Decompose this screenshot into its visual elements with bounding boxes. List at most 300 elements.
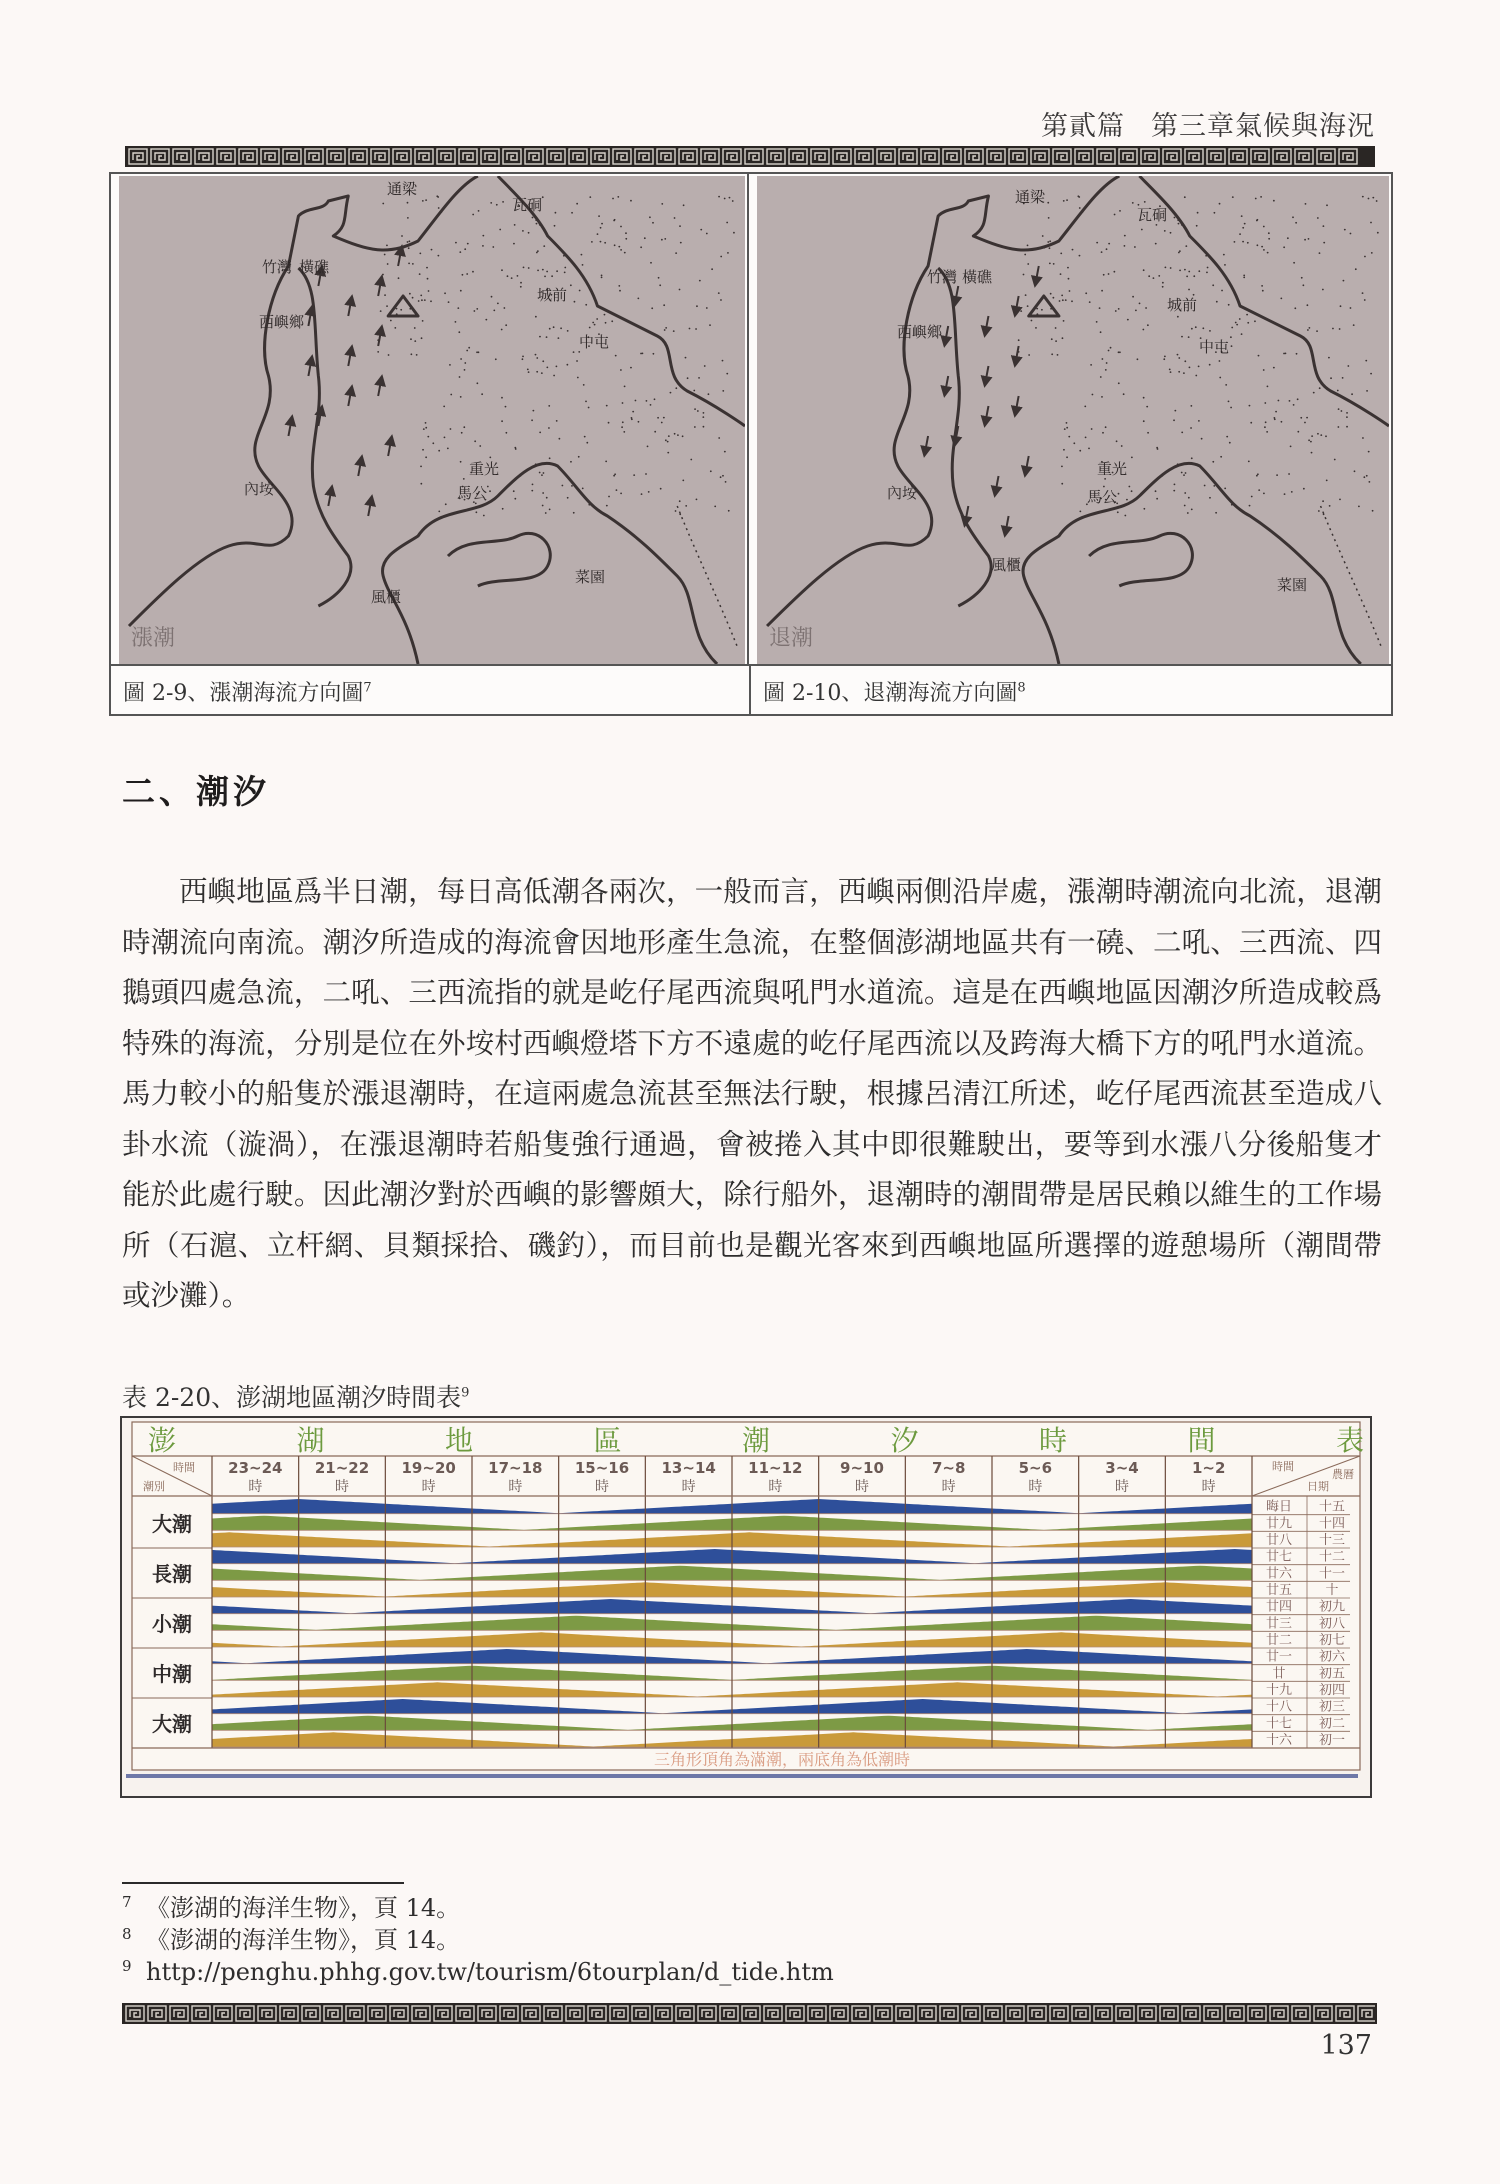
stipple-dot — [545, 512, 547, 514]
stipple-dot — [1190, 405, 1192, 407]
stipple-dot — [625, 238, 627, 240]
stipple-dot — [1340, 305, 1342, 307]
current-arrow — [288, 420, 291, 436]
stipple-dot — [1050, 293, 1052, 295]
stipple-dot — [583, 384, 585, 386]
stipple-dot — [387, 263, 389, 265]
caption-text: 圖 2-10、退潮海流方向圖 — [763, 681, 1018, 706]
stipple-dot — [1057, 354, 1059, 356]
stipple-dot — [1215, 512, 1217, 514]
stipple-dot — [1139, 303, 1141, 305]
footnote-text: 《澎湖的海洋生物》，頁 14。 — [146, 1926, 461, 1954]
stipple-dot — [539, 224, 541, 226]
stipple-dot — [1376, 200, 1378, 202]
stipple-dot — [1256, 475, 1258, 477]
time-column-unit: 時 — [681, 1479, 696, 1495]
stipple-dot — [1229, 442, 1231, 444]
stipple-dot — [700, 229, 702, 231]
current-arrow — [985, 366, 988, 382]
lunar-date-early: 十一 — [1318, 1566, 1346, 1582]
stipple-dot — [505, 406, 507, 408]
stipple-dot — [1073, 442, 1075, 444]
stipple-dot — [637, 298, 639, 300]
stipple-dot — [1209, 364, 1211, 366]
stipple-dot — [541, 474, 543, 476]
stipple-dot — [615, 355, 617, 357]
stipple-dot — [425, 422, 427, 424]
stipple-dot — [1297, 431, 1299, 433]
stipple-dot — [613, 475, 615, 477]
stipple-dot — [1317, 217, 1319, 219]
stipple-dot — [1027, 305, 1029, 307]
stipple-dot — [1260, 196, 1262, 198]
stipple-dot — [1067, 267, 1069, 269]
stipple-dot — [1264, 402, 1266, 404]
stipple-dot — [1263, 493, 1265, 495]
cell-divider — [749, 666, 751, 714]
stipple-dot — [410, 353, 412, 355]
stipple-dot — [616, 489, 618, 491]
stipple-dot — [1332, 328, 1334, 330]
stipple-dot — [1371, 252, 1373, 254]
stipple-dot — [665, 327, 667, 329]
body-text — [122, 867, 1382, 1322]
stipple-dot — [1293, 262, 1295, 264]
stipple-dot — [492, 246, 494, 248]
stipple-dot — [1049, 240, 1051, 242]
stipple-dot — [520, 286, 522, 288]
stipple-dot — [1342, 377, 1344, 379]
stipple-dot — [699, 280, 701, 282]
tide-type-label: 大潮 — [152, 1512, 192, 1536]
time-column-unit: 時 — [421, 1479, 436, 1495]
stipple-dot — [414, 327, 416, 329]
stipple-dot — [459, 376, 461, 378]
stipple-dot — [522, 358, 524, 360]
greek-key-border-top — [125, 146, 1375, 167]
lunar-date-late: 廿五 — [1265, 1583, 1293, 1598]
stipple-dot — [673, 330, 675, 332]
stipple-dot — [468, 347, 470, 349]
footnote-link[interactable]: http://penghu.phhg.gov.tw/tourism/6tourplan/d_tide.htm — [146, 1958, 834, 1986]
stipple-dot — [437, 255, 439, 257]
current-arrow — [1016, 396, 1019, 412]
stipple-dot — [1170, 371, 1172, 373]
footnote-number: 7 — [122, 1893, 132, 1911]
stipple-dot — [407, 217, 409, 219]
stipple-dot — [1239, 318, 1241, 320]
time-column-header: 9~10 — [840, 1459, 884, 1477]
stipple-dot — [464, 362, 466, 364]
stipple-dot — [1291, 491, 1293, 493]
stipple-dot — [419, 273, 421, 275]
stipple-dot — [1242, 227, 1244, 229]
stipple-dot — [733, 232, 735, 234]
stipple-dot — [472, 271, 474, 273]
footnote-ref[interactable]: 7 — [363, 680, 372, 696]
stipple-dot — [674, 217, 676, 219]
stipple-dot — [694, 426, 696, 428]
coastline-rock — [388, 296, 418, 316]
stipple-dot — [1116, 440, 1118, 442]
stipple-dot — [1096, 321, 1098, 323]
stipple-dot — [1053, 263, 1055, 265]
stipple-dot — [1059, 300, 1061, 302]
stipple-dot — [1196, 225, 1198, 227]
stipple-dot — [1293, 404, 1295, 406]
stipple-dot — [1186, 276, 1188, 278]
table-title-char: 時 — [1038, 1424, 1068, 1457]
place-label: 風櫃 — [991, 556, 1022, 574]
lunar-date-early: 初九 — [1318, 1599, 1346, 1615]
stipple-dot — [1328, 357, 1330, 359]
stipple-dot — [1106, 248, 1108, 250]
coastline-islet — [1089, 533, 1192, 586]
time-column-unit: 時 — [335, 1479, 349, 1495]
stipple-dot — [675, 252, 677, 254]
footnote-number: 9 — [122, 1957, 132, 1975]
stipple-dot — [560, 327, 562, 329]
time-column-header: 3~4 — [1105, 1459, 1139, 1477]
tide-type-label: 長潮 — [152, 1562, 192, 1586]
stipple-dot — [1322, 225, 1324, 227]
footnote-ref[interactable]: 8 — [1017, 680, 1026, 696]
stipple-dot — [1334, 459, 1336, 461]
stipple-dot — [546, 336, 548, 338]
stipple-dot — [1069, 290, 1071, 292]
stipple-dot — [543, 472, 545, 474]
stipple-dot — [1247, 242, 1249, 244]
stipple-dot — [1161, 475, 1163, 477]
stipple-dot — [475, 511, 477, 513]
current-arrow — [378, 330, 381, 346]
time-column-header: 13~14 — [661, 1459, 716, 1477]
footnote-ref[interactable]: 9 — [461, 1385, 470, 1401]
stipple-dot — [1209, 330, 1211, 332]
stipple-dot — [617, 196, 619, 198]
stipple-dot — [1137, 358, 1139, 360]
stipple-dot — [667, 441, 669, 443]
stipple-dot — [1372, 197, 1374, 199]
stipple-dot — [618, 285, 620, 287]
stipple-dot — [589, 196, 591, 198]
stipple-dot — [1202, 327, 1204, 329]
stipple-dot — [1225, 494, 1227, 496]
corner-label-date: 日期 — [1307, 1480, 1329, 1493]
stipple-dot — [584, 436, 586, 438]
stipple-dot — [619, 290, 621, 292]
stipple-dot — [667, 452, 669, 454]
stipple-dot — [1027, 263, 1029, 265]
stipple-dot — [1320, 434, 1322, 436]
dotted-route — [677, 506, 737, 646]
stipple-dot — [1092, 394, 1094, 396]
stipple-dot — [1338, 408, 1340, 410]
stipple-dot — [1350, 233, 1352, 235]
stipple-dot — [711, 268, 713, 270]
stipple-dot — [1247, 322, 1249, 324]
stipple-dot — [582, 488, 584, 490]
time-column-unit: 時 — [595, 1479, 609, 1495]
stipple-dot — [1062, 299, 1064, 301]
stipple-dot — [386, 245, 388, 247]
stipple-dot — [1246, 314, 1248, 316]
stipple-dot — [1368, 481, 1370, 483]
stipple-dot — [1183, 372, 1185, 374]
stipple-dot — [579, 290, 581, 292]
stipple-dot — [1285, 353, 1287, 355]
stipple-dot — [1198, 270, 1200, 272]
stipple-dot — [1177, 316, 1179, 318]
stipple-dot — [1223, 254, 1225, 256]
stipple-dot — [606, 405, 608, 407]
stipple-dot — [396, 313, 398, 315]
stipple-dot — [394, 327, 396, 329]
stipple-dot — [592, 322, 594, 324]
stipple-dot — [553, 326, 555, 328]
stipple-dot — [1358, 506, 1360, 508]
stipple-dot — [514, 447, 516, 449]
stipple-dot — [594, 324, 596, 326]
stipple-dot — [532, 217, 534, 219]
stipple-dot — [501, 397, 503, 399]
stipple-dot — [1261, 285, 1263, 287]
stipple-dot — [1043, 247, 1045, 249]
stipple-dot — [384, 254, 386, 256]
stipple-dot — [541, 372, 543, 374]
stipple-dot — [536, 357, 538, 359]
table-title-char: 區 — [593, 1424, 622, 1457]
stipple-dot — [1226, 436, 1228, 438]
stipple-dot — [1184, 360, 1186, 362]
stipple-dot — [640, 246, 642, 248]
stipple-dot — [1141, 229, 1143, 231]
table-bottom-rule — [126, 1774, 1358, 1778]
stipple-dot — [1300, 417, 1302, 419]
place-label: 風櫃 — [371, 588, 402, 606]
stipple-dot — [1250, 422, 1252, 424]
stipple-dot — [505, 324, 507, 326]
stipple-dot — [706, 307, 708, 309]
stipple-dot — [549, 328, 551, 330]
time-column-header: 23~24 — [228, 1459, 283, 1477]
stipple-dot — [729, 197, 731, 199]
table-note: 三角形頂角為滿潮，兩底角為低潮時 — [653, 1750, 911, 1769]
stipple-dot — [577, 377, 579, 379]
place-label: 馬公 — [1087, 488, 1118, 506]
stipple-dot — [1207, 267, 1209, 269]
time-column-header: 21~22 — [314, 1459, 370, 1477]
footnote — [122, 1924, 834, 1956]
stipple-dot — [1145, 307, 1147, 309]
stipple-dot — [1308, 439, 1310, 441]
stipple-dot — [1311, 452, 1313, 454]
stipple-dot — [694, 408, 696, 410]
stipple-dot — [1219, 377, 1221, 379]
stipple-dot — [1055, 340, 1057, 342]
stipple-dot — [659, 284, 661, 286]
stipple-dot — [410, 338, 412, 340]
place-label: 內垵 — [244, 480, 275, 498]
stipple-dot — [1144, 201, 1146, 203]
footnote — [122, 1892, 834, 1924]
current-arrow — [378, 280, 381, 296]
stipple-dot — [1273, 417, 1275, 419]
stipple-dot — [1047, 241, 1049, 243]
place-label: 瓦硐 — [1137, 206, 1168, 224]
lunar-date-early: 十三 — [1318, 1533, 1346, 1548]
stipple-dot — [1063, 449, 1065, 451]
stipple-dot — [1115, 310, 1117, 312]
stipple-dot — [1101, 290, 1103, 292]
stipple-dot — [408, 240, 410, 242]
coastline-inner — [298, 268, 350, 606]
stipple-dot — [1188, 289, 1190, 291]
stipple-dot — [1038, 277, 1040, 279]
stipple-dot — [618, 246, 620, 248]
stipple-dot — [449, 364, 451, 366]
stipple-dot — [1242, 241, 1244, 243]
stipple-dot — [1354, 470, 1356, 472]
stipple-dot — [1249, 405, 1251, 407]
stipple-dot — [1051, 338, 1053, 340]
stipple-dot — [1297, 398, 1299, 400]
stipple-dot — [1113, 271, 1115, 273]
stipple-dot — [564, 272, 566, 274]
stipple-dot — [601, 277, 603, 279]
stipple-dot — [605, 322, 607, 324]
stipple-dot — [1273, 367, 1275, 369]
stipple-dot — [722, 390, 724, 392]
stipple-dot — [528, 267, 530, 269]
stipple-dot — [1281, 421, 1283, 423]
stipple-dot — [455, 321, 457, 323]
time-column-unit: 時 — [768, 1479, 783, 1495]
stipple-dot — [1048, 217, 1050, 219]
tide-timetable — [120, 1416, 1372, 1798]
stipple-dot — [1055, 327, 1057, 329]
stipple-dot — [1174, 484, 1176, 486]
lunar-date-early: 十五 — [1318, 1499, 1346, 1515]
stipple-dot — [1153, 277, 1155, 279]
stipple-dot — [423, 428, 425, 430]
stipple-dot — [1343, 280, 1345, 282]
stipple-dot — [1108, 273, 1110, 275]
stipple-dot — [1244, 223, 1246, 225]
stipple-dot — [1337, 390, 1339, 392]
stipple-dot — [1178, 252, 1180, 254]
tide-type-label: 大潮 — [152, 1712, 192, 1736]
stipple-dot — [495, 358, 497, 360]
stipple-dot — [582, 264, 584, 266]
stipple-dot — [1023, 274, 1025, 276]
map-flood-svg — [119, 176, 745, 664]
stipple-dot — [1191, 509, 1193, 511]
stipple-dot — [1350, 307, 1352, 309]
stipple-dot — [1170, 267, 1172, 269]
stipple-dot — [428, 290, 430, 292]
stipple-dot — [1283, 246, 1285, 248]
stipple-dot — [714, 506, 716, 508]
current-arrow — [358, 460, 361, 476]
place-label: 內垵 — [887, 484, 918, 502]
stipple-dot — [425, 456, 427, 458]
place-label: 橫礁 — [299, 258, 330, 276]
footnote-number: 8 — [122, 1925, 132, 1943]
stipple-dot — [679, 500, 681, 502]
stipple-dot — [574, 301, 576, 303]
coastline-west — [767, 176, 1119, 626]
stipple-dot — [1063, 320, 1065, 322]
stipple-dot — [702, 416, 704, 418]
stipple-dot — [1221, 290, 1223, 292]
stipple-dot — [588, 407, 590, 409]
stipple-dot — [698, 377, 700, 379]
stipple-dot — [409, 308, 411, 310]
stipple-dot — [650, 262, 652, 264]
lunar-date-early: 十二 — [1318, 1549, 1346, 1565]
stipple-dot — [650, 404, 652, 406]
place-label: 菜園 — [1277, 576, 1308, 594]
stipple-dot — [1089, 301, 1091, 303]
map-ebb-tide — [757, 176, 1389, 664]
stipple-dot — [704, 365, 706, 367]
stipple-dot — [1062, 337, 1064, 339]
stipple-dot — [1127, 319, 1129, 321]
tide-chart-svg — [122, 1418, 1370, 1796]
stipple-dot — [664, 329, 666, 331]
stipple-dot — [1204, 485, 1206, 487]
stipple-dot — [1219, 360, 1221, 362]
stipple-dot — [1124, 235, 1126, 237]
stipple-dot — [576, 203, 578, 205]
stipple-dot — [1028, 354, 1030, 356]
stipple-dot — [1337, 426, 1339, 428]
stipple-dot — [460, 396, 462, 398]
stipple-dot — [551, 275, 553, 277]
stipple-dot — [647, 446, 649, 448]
stipple-dot — [612, 198, 614, 200]
stipple-dot — [1228, 401, 1230, 403]
stipple-dot — [1131, 457, 1133, 459]
stipple-dot — [1256, 219, 1258, 221]
stipple-dot — [680, 242, 682, 244]
stipple-dot — [1209, 497, 1211, 499]
stipple-dot — [460, 461, 462, 463]
figure-flood-tide — [111, 174, 749, 664]
stipple-dot — [1143, 508, 1145, 510]
stipple-dot — [501, 329, 503, 331]
stipple-dot — [1346, 416, 1348, 418]
stipple-dot — [542, 269, 544, 271]
stipple-dot — [1205, 255, 1207, 257]
stipple-dot — [720, 476, 722, 478]
stipple-dot — [623, 431, 625, 433]
stipple-dot — [438, 207, 440, 209]
stipple-dot — [1132, 202, 1134, 204]
stipple-dot — [1268, 232, 1270, 234]
stipple-dot — [444, 437, 446, 439]
stipple-dot — [675, 510, 677, 512]
place-label: 通梁 — [387, 180, 418, 198]
stipple-dot — [535, 463, 537, 465]
stipple-dot — [532, 410, 534, 412]
stipple-dot — [1303, 488, 1305, 490]
stipple-dot — [703, 426, 705, 428]
lunar-date-early: 初五 — [1318, 1666, 1346, 1682]
lunar-date-early: 十 — [1325, 1583, 1339, 1598]
stipple-dot — [679, 225, 681, 227]
